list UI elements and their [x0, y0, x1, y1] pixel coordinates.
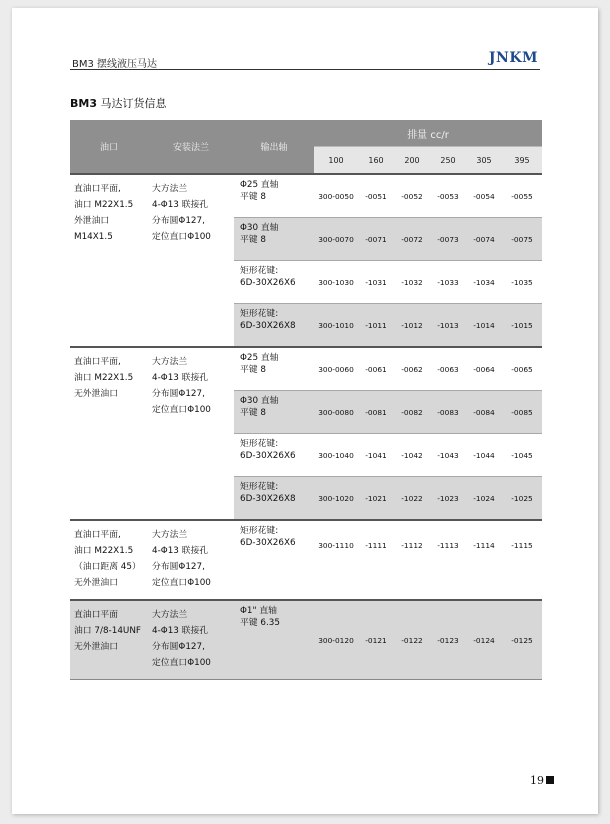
shaft-spec-line: Φ25 直轴	[240, 353, 279, 363]
shaft-spec	[234, 175, 314, 218]
flange-spec-line: 大方法兰	[152, 357, 188, 367]
order-code-cell: -1014	[466, 304, 502, 348]
order-code-cell: -0082	[394, 391, 430, 434]
flange-spec-line: 4-Φ13 联接孔	[152, 200, 209, 210]
shaft-spec-line: 6D-30X26X6	[240, 278, 296, 288]
order-code-cell: -0055	[511, 191, 533, 201]
order-code-cell: -1041	[358, 434, 394, 477]
shaft-spec	[234, 304, 314, 348]
header-flange: 安装法兰	[148, 120, 234, 174]
port-spec-line: 直油口平面,	[74, 357, 121, 367]
port-spec-line: 油口 7/8-14UNF	[74, 626, 141, 636]
shaft-spec-line: 平键 8	[240, 235, 266, 245]
ordering-table	[70, 120, 542, 680]
port-spec-line: 油口 M22X1.5	[74, 546, 134, 556]
order-code-cell: -0124	[466, 601, 502, 680]
header-displacement-305: 305	[466, 147, 502, 175]
header-displacement-250: 250	[430, 147, 466, 175]
order-code-cell: -1035	[502, 261, 542, 304]
order-code-cell: 300-1030	[314, 261, 358, 304]
port-spec-line: 直油口平面,	[74, 530, 121, 540]
flange-spec-line: 大方法兰	[152, 530, 188, 540]
table-body	[70, 174, 542, 680]
order-code-cell: -1113	[437, 541, 459, 550]
section-title-model: BM3	[70, 97, 97, 110]
header-displacement-160: 160	[358, 147, 394, 175]
shaft-spec-line: 矩形花键:	[240, 526, 279, 536]
flange-spec	[148, 175, 234, 347]
order-code-cell: -0071	[358, 218, 394, 261]
port-spec-line: 油口 M22X1.5	[74, 373, 134, 383]
port-spec-line: 直油口平面,	[74, 184, 121, 194]
shaft-spec	[234, 391, 314, 434]
table-row	[70, 175, 542, 218]
header-port: 油口	[70, 120, 148, 174]
order-code-cell: -1111	[365, 541, 387, 550]
order-code-cell: -0085	[502, 391, 542, 434]
order-code-cell: -0053	[437, 191, 459, 201]
order-code-cell: -0061	[365, 364, 387, 374]
header-displacement-200: 200	[394, 147, 430, 175]
flange-spec-line: 大方法兰	[152, 184, 188, 194]
flange-spec-line: 定位直口Φ100	[152, 405, 211, 415]
shaft-spec-line: 6D-30X26X6	[240, 451, 296, 461]
flange-spec-line: 分布圆Φ127,	[152, 562, 205, 572]
order-code-cell: -0074	[466, 218, 502, 261]
table-row	[70, 521, 542, 600]
page-marker-square	[546, 776, 554, 784]
port-spec-line: 无外泄油口	[74, 578, 118, 588]
port-spec-line: 油口 M22X1.5	[74, 200, 134, 210]
port-spec-line: 无外泄油口	[74, 389, 118, 399]
order-code-cell: -1023	[430, 477, 466, 521]
port-spec-line: 直油口平面	[74, 610, 118, 620]
header-divider	[70, 69, 540, 70]
port-spec	[70, 601, 148, 680]
shaft-spec-line: 矩形花键:	[240, 439, 279, 449]
order-code-cell: -1012	[394, 304, 430, 348]
order-code-cell: -1022	[394, 477, 430, 521]
order-code-cell: -1025	[502, 477, 542, 521]
order-code-cell: 300-1040	[314, 434, 358, 477]
shaft-spec	[234, 477, 314, 521]
shaft-spec-line: Φ1" 直轴	[240, 606, 277, 616]
order-code-cell: -0083	[430, 391, 466, 434]
flange-spec	[148, 601, 234, 680]
order-code-cell: -1115	[511, 541, 533, 550]
shaft-spec-line: Φ30 直轴	[240, 223, 279, 233]
page-number-text: 19	[530, 774, 544, 787]
shaft-spec	[234, 218, 314, 261]
order-code-cell: -0122	[394, 601, 430, 680]
flange-spec-line: 定位直口Φ100	[152, 578, 211, 588]
flange-spec-line: 分布圆Φ127,	[152, 389, 205, 399]
order-code-cell: -0054	[473, 191, 495, 201]
flange-spec	[148, 521, 234, 600]
order-code-cell: -1021	[358, 477, 394, 521]
order-code-cell: -1114	[473, 541, 495, 550]
port-spec-line: 无外泄油口	[74, 642, 118, 652]
order-code-cell: -1032	[394, 261, 430, 304]
flange-spec-line: 分布圆Φ127,	[152, 216, 205, 226]
flange-spec-line: 4-Φ13 联接孔	[152, 626, 209, 636]
shaft-spec-line: 平键 8	[240, 192, 266, 202]
shaft-spec-line: 6D-30X26X8	[240, 321, 296, 331]
order-code-cell: 300-0050	[318, 191, 354, 201]
order-code-cell: -0052	[401, 191, 423, 201]
order-code-cell: -0072	[394, 218, 430, 261]
shaft-spec-line: 矩形花键:	[240, 482, 279, 492]
order-code-cell: -0123	[430, 601, 466, 680]
order-code-cell: -0063	[437, 364, 459, 374]
shaft-spec	[234, 261, 314, 304]
order-code-cell: -0073	[430, 218, 466, 261]
order-code-cell: 300-1110	[318, 541, 354, 550]
flange-spec-line: 4-Φ13 联接孔	[152, 546, 209, 556]
port-spec	[70, 348, 148, 520]
table-bottom-rule	[70, 680, 542, 681]
flange-spec-line: 分布圆Φ127,	[152, 642, 205, 652]
order-code-cell: 300-1020	[314, 477, 358, 521]
order-code-cell: -0062	[401, 364, 423, 374]
shaft-spec	[234, 521, 314, 600]
port-spec-line: M14X1.5	[74, 232, 113, 242]
order-code-cell: -0125	[502, 601, 542, 680]
order-code-cell: -1015	[502, 304, 542, 348]
order-code-cell: 300-0120	[314, 601, 358, 680]
table-row	[70, 601, 542, 680]
shaft-spec-line: 平键 8	[240, 408, 266, 418]
header-displacement-395: 395	[502, 147, 542, 175]
order-code-cell: -0121	[358, 601, 394, 680]
order-code-cell: -1031	[358, 261, 394, 304]
header-displacement-100: 100	[314, 147, 358, 175]
port-spec	[70, 175, 148, 347]
flange-spec-line: 定位直口Φ100	[152, 658, 211, 668]
order-code-cell: 300-1010	[314, 304, 358, 348]
document-page	[12, 8, 598, 814]
shaft-spec	[234, 601, 314, 680]
port-spec	[70, 521, 148, 600]
table-bottom-line	[70, 680, 542, 681]
order-code-cell: -1044	[466, 434, 502, 477]
shaft-spec	[234, 348, 314, 391]
header-displacement	[314, 120, 542, 147]
order-code-cell: -0051	[365, 191, 387, 201]
flange-spec-line: 大方法兰	[152, 610, 188, 620]
flange-spec-line: 定位直口Φ100	[152, 232, 211, 242]
order-code-cell: 300-0080	[314, 391, 358, 434]
order-code-cell: -1011	[358, 304, 394, 348]
header-shaft: 输出轴	[234, 120, 314, 174]
table-row	[70, 348, 542, 391]
port-spec-line: （油口距离 45）	[74, 562, 141, 572]
port-spec-line: 外泄油口	[74, 216, 110, 226]
order-code-cell: -1042	[394, 434, 430, 477]
shaft-spec-line: 6D-30X26X8	[240, 494, 296, 504]
order-code-cell: -0075	[502, 218, 542, 261]
page-number	[530, 774, 554, 787]
shaft-spec-line: 6D-30X26X6	[240, 538, 296, 548]
flange-spec-line: 4-Φ13 联接孔	[152, 373, 209, 383]
order-code-cell: -0084	[466, 391, 502, 434]
order-code-cell: -0081	[358, 391, 394, 434]
order-code-cell: -1024	[466, 477, 502, 521]
header-title: BM3 摆线液压马达	[72, 59, 158, 70]
shaft-spec-line: 平键 6.35	[240, 618, 280, 628]
order-code-cell: -1033	[430, 261, 466, 304]
order-code-cell: -0064	[473, 364, 495, 374]
shaft-spec-line: Φ25 直轴	[240, 180, 279, 190]
shaft-spec-line: 矩形花键:	[240, 266, 279, 276]
section-title	[70, 95, 166, 111]
order-code-cell: -1045	[502, 434, 542, 477]
order-code-cell: 300-0070	[314, 218, 358, 261]
order-code-cell: -1112	[401, 541, 423, 550]
order-code-cell: -0065	[511, 364, 533, 374]
order-code-cell: -1013	[430, 304, 466, 348]
order-code-cell: -1043	[430, 434, 466, 477]
brand-logo: JNKM	[488, 50, 538, 66]
header-displacement-label: 排量 cc/r	[407, 129, 449, 141]
shaft-spec-line: 矩形花键:	[240, 309, 279, 319]
shaft-spec-line: 平键 8	[240, 365, 266, 375]
flange-spec	[148, 348, 234, 520]
shaft-spec-line: Φ30 直轴	[240, 396, 279, 406]
order-code-cell: 300-0060	[318, 364, 354, 374]
section-title-text: 马达订货信息	[96, 97, 167, 110]
shaft-spec	[234, 434, 314, 477]
order-code-cell: -1034	[466, 261, 502, 304]
